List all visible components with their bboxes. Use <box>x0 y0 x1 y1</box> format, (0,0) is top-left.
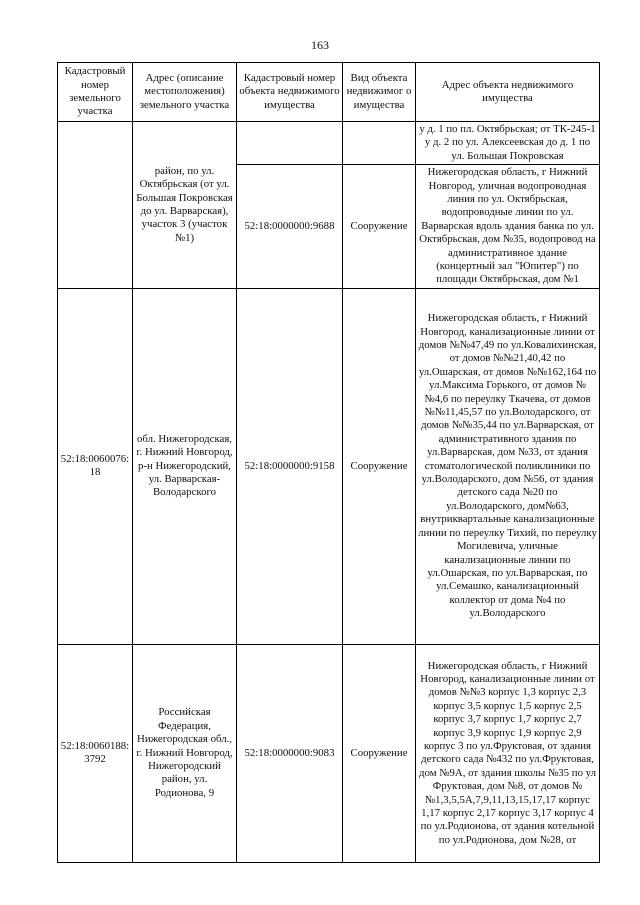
header-object-type: Вид объекта недвижимог о имущества <box>343 63 416 122</box>
cell-object-type-empty <box>343 122 416 165</box>
cell-object-type: Сооружение <box>343 165 416 289</box>
table-row <box>58 288 600 644</box>
table-header-row <box>58 63 600 122</box>
cell-object-address-continuation: у д. 1 по пл. Октябрьская; от ТК-245-1 у д. 2 по ул. Алексеевская до д. 1 по ул. Большая Покровская <box>416 122 600 165</box>
cell-cadastral-land: 52:18:0060188:3792 <box>58 644 133 862</box>
property-registry-table <box>57 62 600 863</box>
cell-land-address: обл. Нижегородская, г. Нижний Новгород, р-н Нижегородский, ул. Варварская-Володарского <box>133 288 237 644</box>
cell-object-type: Сооружение <box>343 288 416 644</box>
cell-object-type: Сооружение <box>343 644 416 862</box>
header-cadastral-object: Кадастровый номер объекта недвижимого имущества <box>237 63 343 122</box>
cell-land-address: район, по ул. Октябрьская (от ул. Большая Покровская до ул. Варварская), участок 3 (участок №1) <box>133 122 237 289</box>
table-row <box>58 644 600 862</box>
cell-cadastral-land <box>58 122 133 289</box>
header-object-address: Адрес объекта недвижимого имущества <box>416 63 600 122</box>
cell-land-address: Российская Федерация, Нижегородская обл., г. Нижний Новгород, Нижегородский район, ул. Родионова, 9 <box>133 644 237 862</box>
cell-cadastral-object-empty <box>237 122 343 165</box>
cell-cadastral-object: 52:18:0000000:9083 <box>237 644 343 862</box>
cell-cadastral-land: 52:18:0060076:18 <box>58 288 133 644</box>
cell-object-address: Нижегородская область, г Нижний Новгород, канализационные линии от домов №№3 корпус 1,3 корпус 2,3 корпус 3,5 корпус 1,5 корпус 2,5 корпус 3,7 корпус 1,7 корпус 2,7 корпус 3,9 корпус 1,9 корпус 2,9 корпус 3 по ул.Фруктовая, от здания детского сада №432 по ул.Фруктовая, дом №9А, от здания школы №35 по ул Фруктовая, дом №8, от домов №№1,3,5,5А,7,9,11,13,15,17,17 корпус 1,17 корпус 2,17 корпус 3,17 корпус 4 по ул.Родионова, от здания котельной по ул.Родионова, дом №28, от <box>416 644 600 862</box>
page-number: 163 <box>311 38 329 52</box>
cell-cadastral-object: 52:18:0000000:9158 <box>237 288 343 644</box>
table-row <box>58 122 600 165</box>
header-land-address: Адрес (описание местоположения) земельного участка <box>133 63 237 122</box>
cell-object-address: Нижегородская область, г Нижний Новгород, канализационные линии от домов №№47,49 по ул.Ковалихинская, от домов №№21,40,42 по ул.Ошарская, от домов №№162,164 по ул.Максима Горького, от домов №№4,6 по переулку Ткачева, от домов №№11,45,57 по ул.Володарского, от домов №№35,44 по ул.Варварская, от административного здания по ул.Варварская, дом №33, от здания стоматологической поликлиники по ул.Володарского, дом №56, от здания детского сада №20 по ул.Володарского, дом№63, внутриквартальные канализационные линии по переулку Тихий, по переулку Могилевича, уличные канализационные линии по ул.Ошарская, по ул.Варварская, по ул.Семашко, канализационный коллектор от дома №4 по ул.Володарского <box>416 288 600 644</box>
header-cadastral-land: Кадастровый номер земельного участка <box>58 63 133 122</box>
cell-cadastral-object: 52:18:0000000:9688 <box>237 165 343 289</box>
cell-object-address: Нижегородская область, г Нижний Новгород, уличная водопроводная линия по ул. Октябрьская, водопроводные линии по ул. Варварская вдоль здания банка по ул. Октябрьская, дом №35, водопровод на административное здание (концертный зал "Юпитер") по площади Октябрьская, дом №1 <box>416 165 600 289</box>
